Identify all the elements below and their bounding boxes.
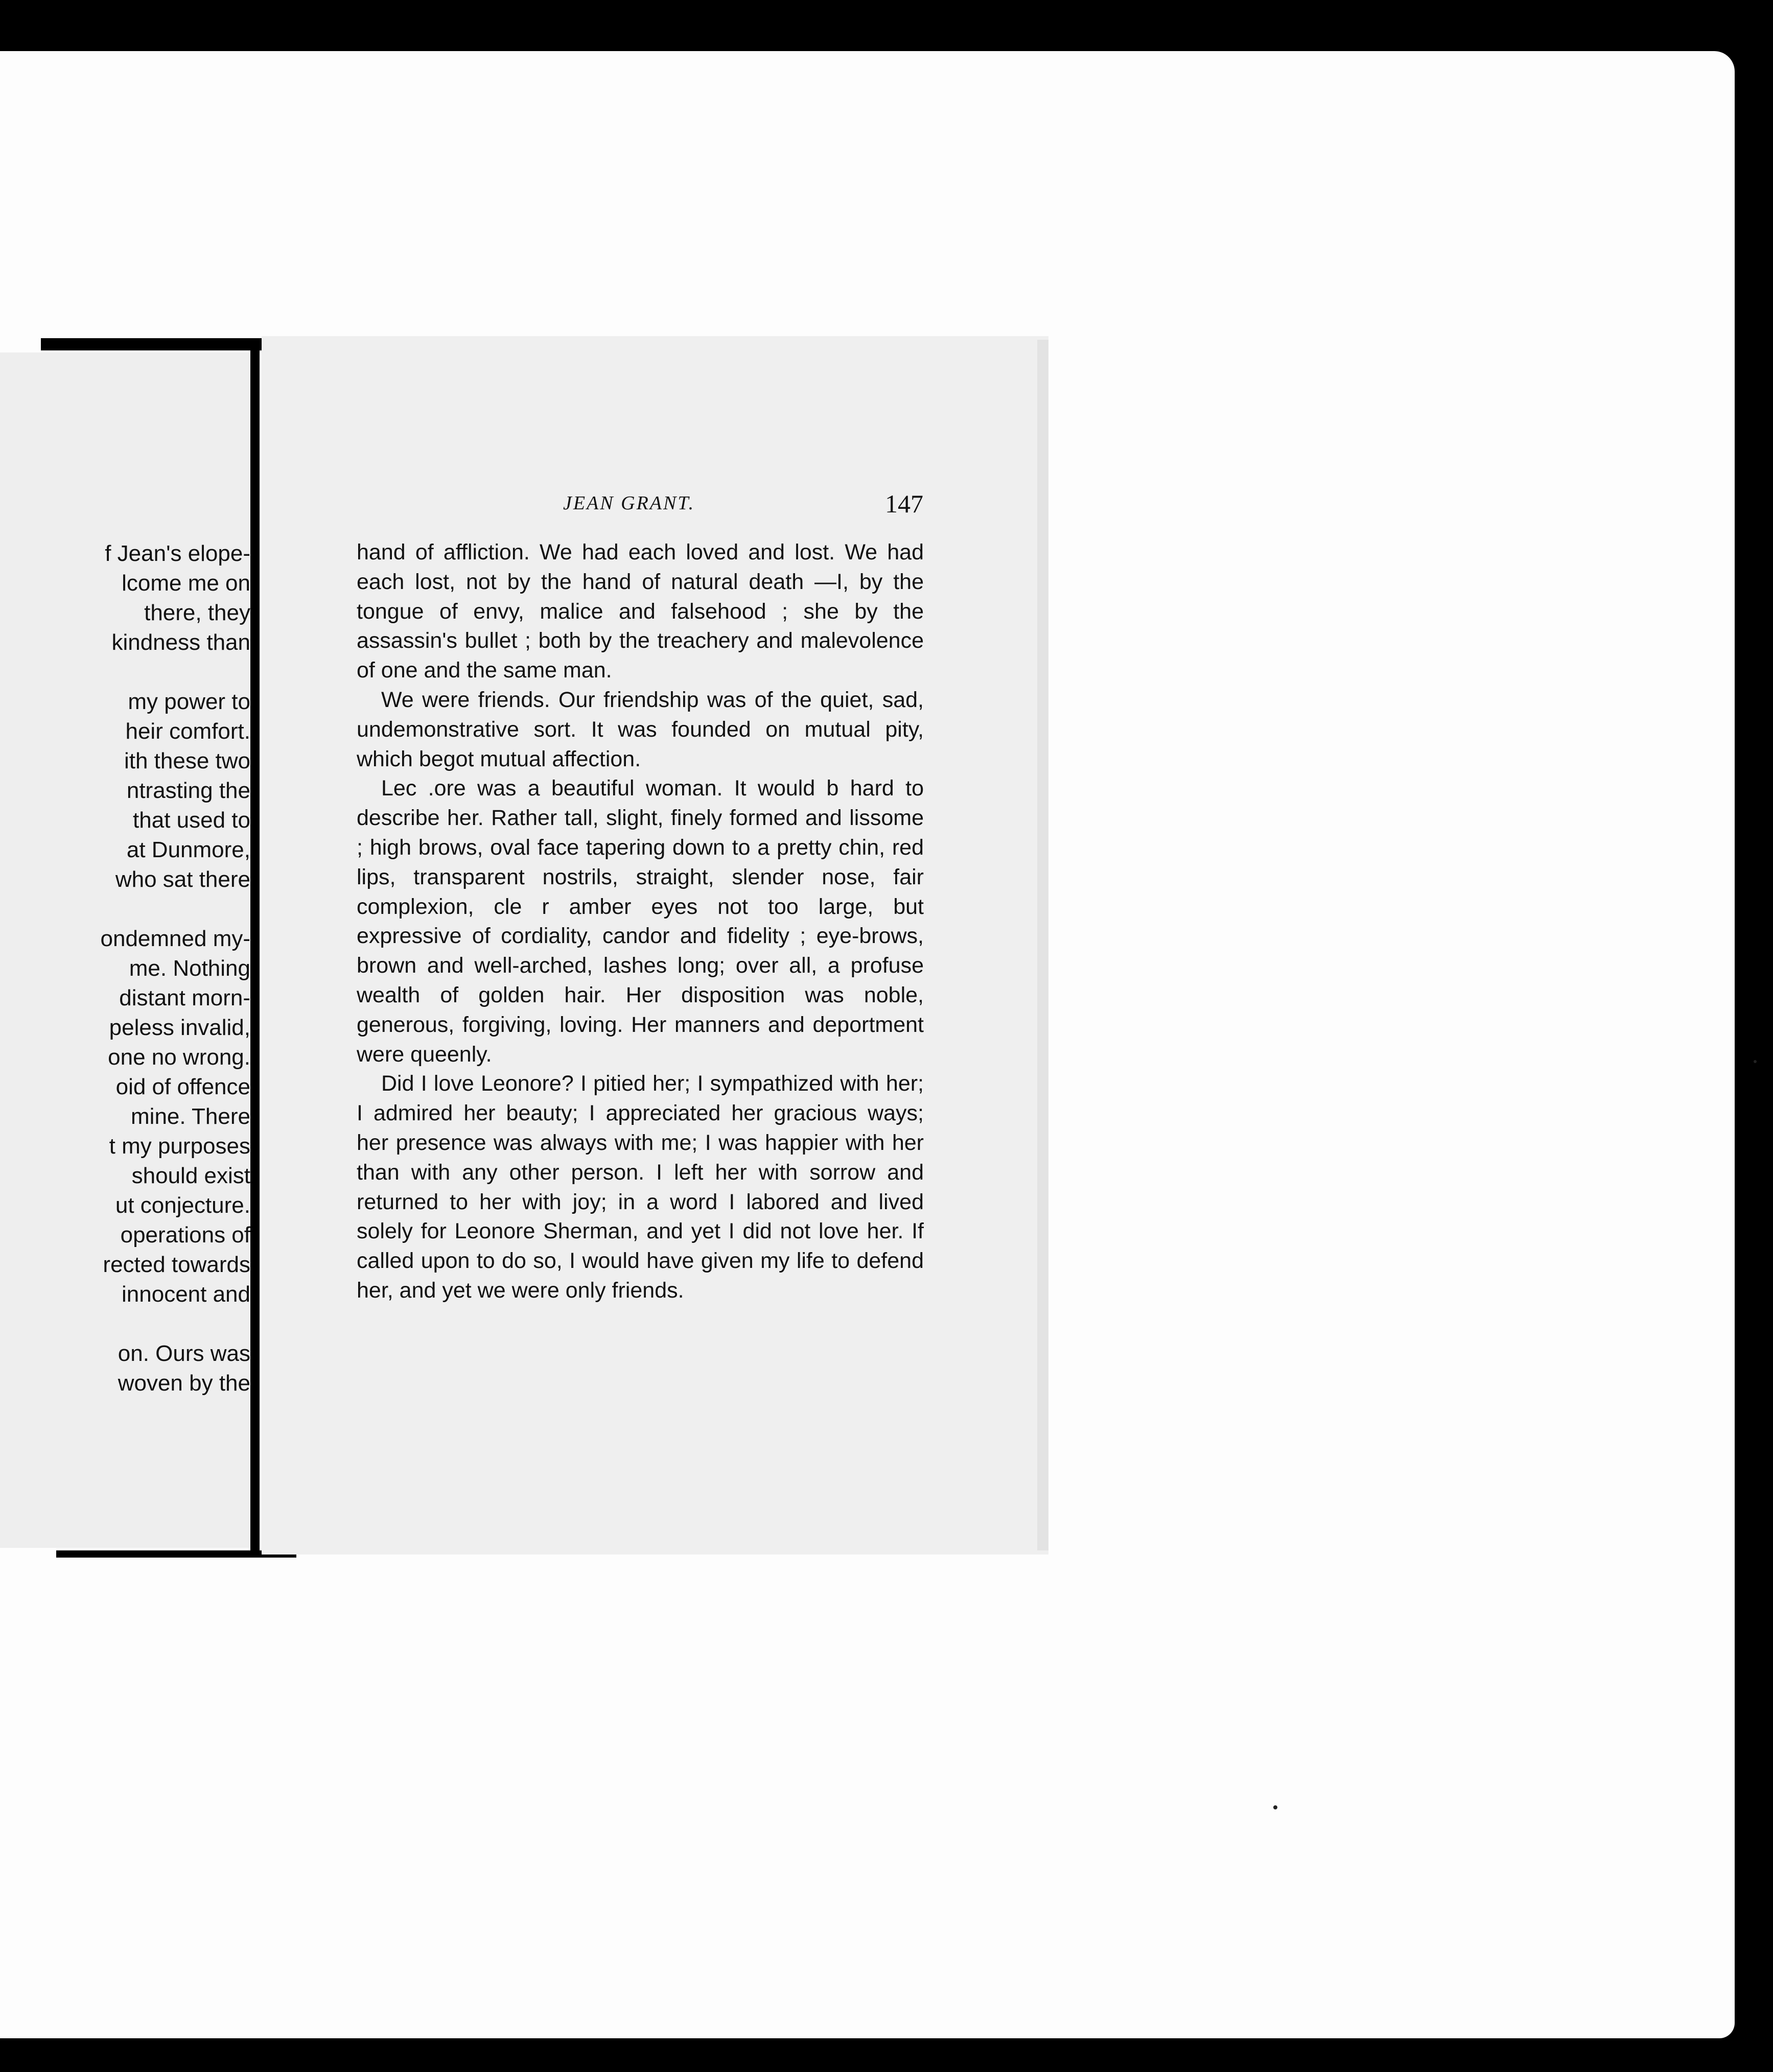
left-page-line: operations of (120, 1222, 250, 1247)
left-page-line: who sat there (115, 867, 250, 892)
left-page-line (0, 1309, 250, 1339)
left-top-rule (41, 338, 273, 350)
left-bottom-rule (56, 1550, 296, 1558)
left-page-line: mine. There (131, 1104, 250, 1129)
left-page-fragment (0, 352, 253, 1548)
left-page-line: ntrasting the (126, 778, 250, 803)
left-page-line: me. Nothing (129, 956, 250, 981)
left-page-line: ondemned my- (100, 926, 250, 951)
right-page (262, 336, 1048, 1555)
left-page-line (0, 894, 250, 924)
left-page-line: ith these two (124, 748, 250, 773)
page-number: 147 (885, 489, 923, 518)
left-page-line: ut conjecture. (115, 1193, 250, 1218)
left-page-line: f Jean's elope- (105, 541, 250, 566)
left-page-line: t my purposes (109, 1134, 250, 1159)
running-head: JEAN GRANT. (563, 492, 695, 514)
left-page-line: peless invalid, (109, 1015, 250, 1040)
left-page-line: that used to (133, 808, 250, 833)
left-page-line: heir comfort. (125, 719, 250, 744)
page-header (262, 489, 923, 523)
left-page-line: woven by the (118, 1371, 250, 1396)
scan-speck (1273, 1805, 1277, 1809)
left-page-line: oid of offence (115, 1074, 250, 1099)
left-page-line: innocent and (122, 1282, 250, 1307)
left-page-line: there, they (144, 600, 250, 625)
left-page-line: on. Ours was (118, 1341, 250, 1366)
body-text (357, 538, 924, 1306)
left-page-line: distant morn- (119, 985, 250, 1010)
paragraph: hand of affliction. We had each loved and lost. We had each lost, not by the hand of natural death —I, by the tongue of envy, malice and falsehood ; she by the assassin's bullet ; both by the treachery and malevolence of one and the same man. (357, 540, 924, 683)
paragraph: Lec .ore was a beautiful woman. It would b hard to describe her. Rather tall, slight, finely formed and lissome ; high brows, oval face tapering down to a pretty chin, red lips, transparent nostrils, straight, slender nose, fair complexion, cle r amber eyes not too large, but expressive of cordiality, candor and fidelity ; eye-brows, brown and well-arched, lashes long; over all, a profuse wealth of golden hair. Her disposition was noble, generous, forgiving, loving. Her manners and deportment were queenly. (357, 776, 924, 1067)
left-page-line: should exist (131, 1163, 250, 1188)
page-edge (1037, 340, 1048, 1550)
left-page-line: rected towards (103, 1252, 250, 1277)
left-page-line: lcome me on (122, 571, 250, 596)
left-page-text (0, 539, 250, 1398)
paragraph: Did I love Leonore? I pitied her; I sympathized with her; I admired her beauty; I appreciated her gracious ways; her presence was always with me; I was happier with her than with any other person. I left her with sorrow and returned to her with joy; in a word I labored and lived solely for Leonore Sherman, and yet I did not love her. If called upon to do so, I would have given my life to defend her, and yet we were only friends. (357, 1071, 924, 1303)
left-page-line: my power to (128, 689, 250, 714)
gutter-line (250, 345, 260, 1556)
paragraph: We were friends. Our friendship was of the quiet, sad, undemonstrative sort. It was founded on mutual pity, which begot mutual affection. (357, 687, 924, 771)
left-page-line (0, 657, 250, 687)
scan-speck (1754, 1060, 1757, 1063)
left-page-line: at Dunmore, (126, 837, 250, 862)
left-page-line: one no wrong. (108, 1045, 250, 1070)
left-page-line: kindness than (111, 630, 250, 655)
